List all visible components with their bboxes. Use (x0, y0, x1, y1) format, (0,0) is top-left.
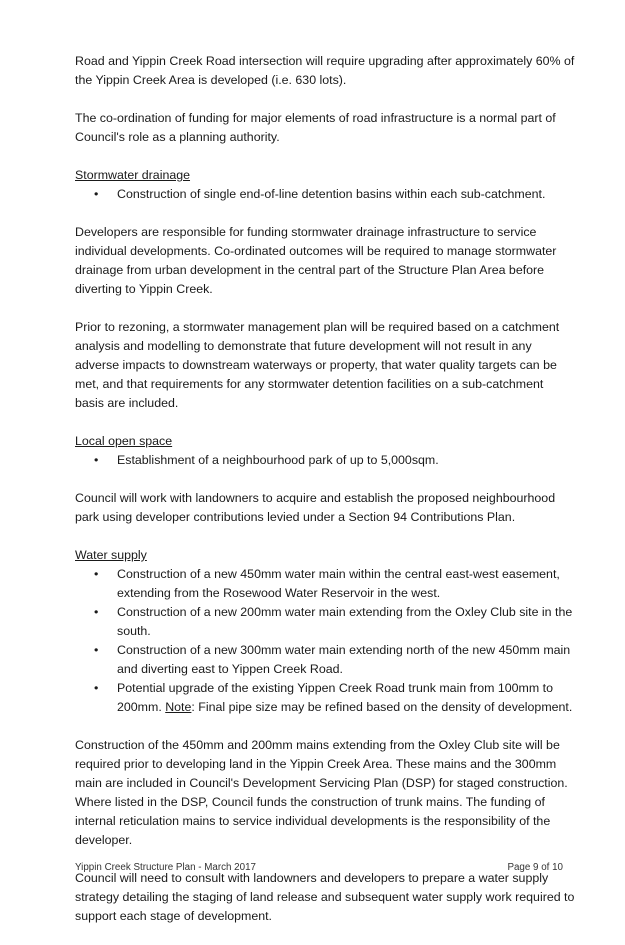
note-text: : Final pipe size may be refined based on the density of development. (191, 700, 573, 714)
open-space-paragraph-1: Council will work with landowners to acquire and establish the proposed neighbourhood park using developer contributions levied under a Section 94 Contributions Plan. (75, 491, 556, 524)
open-space-bullet-list (75, 451, 575, 470)
stormwater-heading: Stormwater drainage (75, 168, 191, 182)
list-item-text: Construction of single end-of-line detention basins within each sub-catchment. (117, 187, 546, 201)
bullet-icon: • (94, 605, 99, 619)
water-supply-paragraph-1: Construction of the 450mm and 200mm mains extending from the Oxley Club site will be required prior to developing land in the Yippin Creek Area. These mains and the 300mm main are included in Council's Development Servicing Plan (DSP) for staged construction. Where listed in the DSP, Council funds the construction of trunk mains. The funding of internal reticulation mains to service individual developments is the responsibility of the developer. (75, 738, 568, 847)
page-footer (75, 862, 563, 873)
water-supply-bullet-list (75, 565, 575, 717)
list-item (75, 641, 575, 679)
document-body (75, 52, 575, 945)
bullet-icon: • (94, 187, 99, 201)
intro-paragraph-1: Road and Yippin Creek Road intersection will require upgrading after approximately 60% of the Yippin Creek Area is developed (i.e. 630 lots). (75, 54, 575, 87)
stormwater-paragraph-2: Prior to rezoning, a stormwater management plan will be required based on a catchment analysis and modelling to demonstrate that future development will not result in any adverse impacts to downstream waterways or property, that water quality targets can be met, and that requirements for any stormwater detention facilities on a sub-catchment basis are included. (75, 320, 560, 410)
list-item-text: Construction of a new 450mm water main within the central east-west easement, extending from the Rosewood Water Reservoir in the west. (117, 567, 560, 600)
list-item (75, 603, 575, 641)
water-supply-paragraph-2: Council will need to consult with landowners and developers to prepare a water supply strategy detailing the staging of land release and subsequent water supply work required to support each stage of development. (75, 871, 575, 923)
stormwater-bullet-list (75, 185, 575, 204)
list-item-text: Construction of a new 200mm water main extending from the Oxley Club site in the south. (117, 605, 573, 638)
list-item (75, 451, 575, 470)
note-label: Note (165, 700, 192, 714)
list-item (75, 565, 575, 603)
bullet-icon: • (94, 681, 99, 695)
footer-page-number: Page 9 of 10 (507, 862, 563, 873)
water-supply-heading: Water supply (75, 548, 147, 562)
bullet-icon: • (94, 567, 99, 581)
bullet-icon: • (94, 643, 99, 657)
list-item-text: Construction of a new 300mm water main extending north of the new 450mm main and diverting east to Yippen Creek Road. (117, 643, 571, 676)
stormwater-paragraph-1: Developers are responsible for funding stormwater drainage infrastructure to service individual developments. Co-ordinated outcomes will be required to manage stormwater drainage from urban development in the central part of the Structure Plan Area before diverting to Yippin Creek. (75, 225, 557, 296)
footer-document-title: Yippin Creek Structure Plan - March 2017 (75, 862, 256, 873)
list-item (75, 679, 575, 717)
list-item-text: Establishment of a neighbourhood park of up to 5,000sqm. (117, 453, 439, 467)
list-item-text: Potential upgrade of the existing Yippen Creek Road trunk main from 100mm to 200mm. (117, 681, 553, 714)
bullet-icon: • (94, 453, 99, 467)
open-space-heading: Local open space (75, 434, 173, 448)
intro-paragraph-2: The co-ordination of funding for major elements of road infrastructure is a normal part of Council's role as a planning authority. (75, 111, 556, 144)
list-item (75, 185, 575, 204)
